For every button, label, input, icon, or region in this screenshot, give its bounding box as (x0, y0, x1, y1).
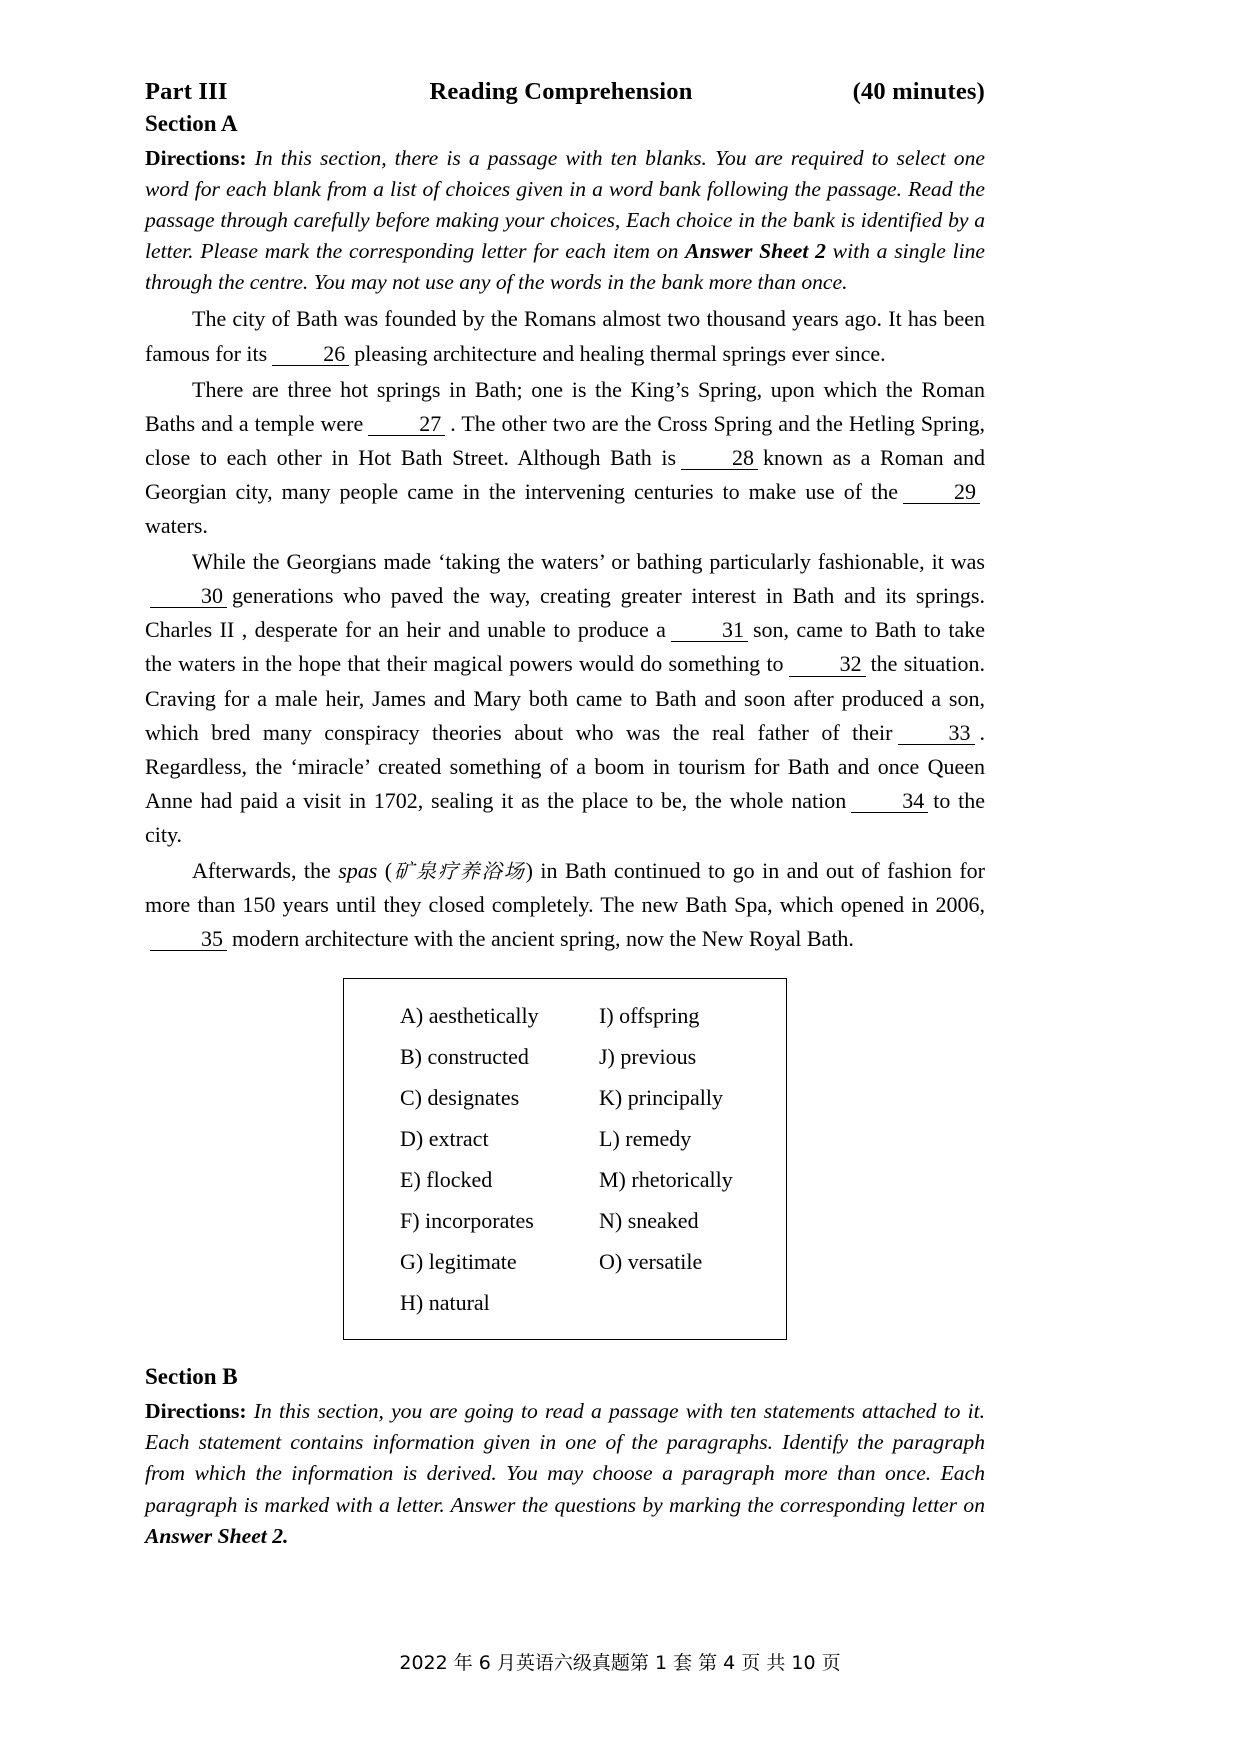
p4-paren-open: ( (377, 857, 393, 883)
reading-passage (145, 302, 985, 956)
page-header (145, 78, 985, 106)
word-bank-option-o[interactable]: O) versatile (599, 1248, 703, 1274)
exam-page (145, 78, 985, 1556)
blank-28[interactable]: 28 (681, 446, 758, 470)
passage-paragraph-1 (145, 302, 985, 370)
blank-34[interactable]: 34 (851, 789, 928, 813)
word-bank-option-k[interactable]: K) principally (599, 1084, 724, 1110)
p3-text-f: to the city. (145, 787, 985, 847)
directions-label-b: Directions: (145, 1399, 247, 1424)
directions-text-a1: In this section, there is a passage with ten blanks. You are required to select one word for each blank from a list of choices given in a word bank following the passage. Read the passage through carefully before making your choices, Each choice in the bank is identified by a letter. Please mark the corresponding letter for each item on (145, 146, 985, 264)
word-bank-option-j[interactable]: J) previous (599, 1043, 697, 1069)
word-bank-option-b[interactable]: B) constructed (400, 1043, 529, 1069)
p2-text-b: . The other two are the Cross Spring and the Hetling Spring, close to each other in Hot Bath Street. Although Bath is (145, 410, 985, 470)
word-bank-column-left (344, 995, 587, 1323)
word-bank-option-m[interactable]: M) rhetorically (599, 1166, 733, 1192)
spas-italic: spas (338, 857, 378, 883)
word-bank-option-h[interactable]: H) natural (400, 1289, 490, 1315)
word-bank-option-f[interactable]: F) incorporates (400, 1207, 534, 1233)
word-bank (343, 978, 787, 1340)
p3-text-e: . Regardless, the ‘miracle’ created something of a boom in tourism for Bath and once Queen Anne had paid a visit in 1702, sealing it as the place to be, the whole nation (145, 719, 985, 813)
word-bank-option-a[interactable]: A) aesthetically (400, 1002, 539, 1028)
blank-32[interactable]: 32 (789, 652, 866, 676)
p3-text-b: generations who paved the way, creating greater interest in Bath and its springs. Charles II , desperate for an heir and unable to produce a (145, 583, 985, 643)
word-bank-wrapper (145, 978, 985, 1340)
word-bank-option-n[interactable]: N) sneaked (599, 1207, 699, 1233)
blank-27[interactable]: 27 (368, 412, 445, 436)
time-allowed: (40 minutes) (852, 78, 985, 105)
chinese-gloss: 矿泉疗养浴场 (392, 858, 526, 883)
word-bank-option-c[interactable]: C) designates (400, 1084, 520, 1110)
answer-sheet-ref-b: Answer Sheet 2. (145, 1523, 289, 1548)
answer-sheet-ref-a: Answer Sheet 2 (685, 239, 826, 264)
directions-body-b (145, 1399, 985, 1547)
blank-29[interactable]: 29 (903, 480, 980, 504)
directions-label-a: Directions: (145, 146, 247, 170)
p1-text-b: pleasing architecture and healing thermal springs ever since. (354, 340, 886, 366)
p1-text-a: The city of Bath was founded by the Romans almost two thousand years ago. It has been famous for its (145, 306, 985, 366)
passage-paragraph-3 (145, 545, 985, 852)
directions-text-a2: with a single line through the centre. You may not use any of the words in the bank more than once. (145, 239, 985, 295)
p2-text-d: waters. (145, 513, 208, 539)
section-a-directions (145, 143, 985, 298)
section-b-directions (145, 1396, 985, 1551)
p3-text-d: the situation. Craving for a male heir, James and Mary both came to Bath and soon after produced a son, which bred many conspiracy theories about who was the real father of their (145, 651, 985, 745)
section-b-heading: Section B (145, 1364, 238, 1390)
p4-text-a: Afterwards, the (192, 857, 339, 883)
word-bank-option-d[interactable]: D) extract (400, 1125, 489, 1151)
section-a-heading: Section A (145, 111, 238, 136)
p4-text-c: modern architecture with the ancient spring, now the New Royal Bath. (232, 926, 854, 952)
word-bank-option-i[interactable]: I) offspring (599, 1002, 700, 1028)
word-bank-option-g[interactable]: G) legitimate (400, 1248, 517, 1274)
p2-text-c: known as a Roman and Georgian city, many people came in the intervening centuries to make use of the (145, 444, 985, 504)
passage-paragraph-2 (145, 373, 985, 543)
part-label: Part III (145, 78, 228, 105)
page-title: Reading Comprehension (429, 78, 693, 105)
p3-text-c: son, came to Bath to take the waters in the hope that their magical powers would do something to (145, 617, 985, 677)
word-bank-option-l[interactable]: L) remedy (599, 1125, 692, 1151)
directions-body-a (145, 146, 985, 294)
blank-33[interactable]: 33 (898, 721, 975, 745)
passage-paragraph-4 (145, 854, 985, 956)
word-bank-column-right (587, 995, 786, 1323)
blank-31[interactable]: 31 (671, 618, 748, 642)
word-bank-option-e[interactable]: E) flocked (400, 1166, 493, 1192)
blank-30[interactable]: 30 (150, 584, 227, 608)
blank-26[interactable]: 26 (272, 342, 349, 366)
blank-35[interactable]: 35 (150, 927, 227, 951)
p2-text-a: There are three hot springs in Bath; one is the King’s Spring, upon which the Roman Baths and a temple were (145, 376, 985, 436)
p4-text-b: in Bath continued to go in and out of fashion for more than 150 years until they closed completely. The new Bath Spa, which opened in 2006, (145, 857, 986, 918)
p4-paren-close: ) (525, 857, 533, 883)
page-footer: 2022 年 6 月英语六级真题第 1 套 第 4 页 共 10 页 (399, 1652, 841, 1674)
p3-text-a: While the Georgians made ‘taking the waters’ or bathing particularly fashionable, it was (192, 549, 985, 575)
directions-text-b1: In this section, you are going to read a passage with ten statements attached to it. Each statement contains information given in one of the paragraphs. Identify the paragraph from which the information is derived. You may choose a paragraph more than once. Each paragraph is marked with a letter. Answer the questions by marking the corresponding letter on (145, 1399, 985, 1517)
